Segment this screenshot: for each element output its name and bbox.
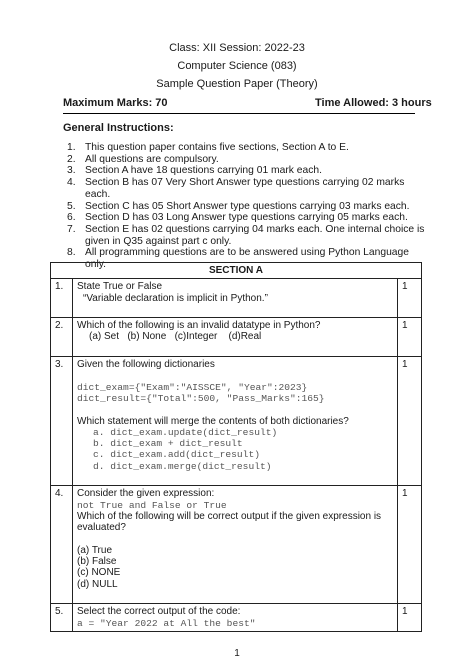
maximum-marks: Maximum Marks: 70 — [63, 97, 168, 109]
question-marks: 1 — [397, 318, 421, 357]
table-row — [51, 486, 422, 604]
instructions-list — [67, 142, 427, 271]
table-row — [51, 318, 422, 357]
class-session-line: Class: XII Session: 2022-23 — [169, 42, 305, 54]
instruction-item: 7. Section E has 02 questions carrying 04 marks each. One internal choice is given in Q35 against part c only. — [67, 223, 425, 247]
question-marks: 1 — [397, 486, 421, 604]
page-number: 1 — [234, 648, 240, 659]
instruction-item: 2. All questions are compulsory. — [67, 153, 219, 165]
question-number: 4. — [51, 486, 73, 604]
section-title: SECTION A — [51, 263, 422, 279]
paper-type-line: Sample Question Paper (Theory) — [156, 78, 318, 90]
section-header-row — [51, 263, 422, 279]
table-row — [51, 357, 422, 486]
instruction-item: 1. This question paper contains five sections, Section A to E. — [67, 142, 349, 153]
question-number: 2. — [51, 318, 73, 357]
time-allowed: Time Allowed: 3 hours — [315, 97, 432, 109]
question-number: 1. — [51, 279, 73, 318]
question-marks: 1 — [397, 604, 421, 632]
question-text: Which of the following is an invalid datatype in Python? (a) Set (b) None (c)Integer (d)Real — [73, 318, 398, 357]
table-row — [51, 604, 422, 632]
instructions-title: General Instructions: — [63, 122, 174, 134]
subject-line: Computer Science (083) — [177, 60, 297, 72]
question-text: Consider the given expression: not True and False or True Which of the following will be correct output if the given expression is evaluated? (a) True (b) False (c) NONE (d) NULL — [73, 486, 398, 604]
question-text: Given the following dictionaries dict_exam={"Exam":"AISSCE", "Year":2023} dict_result={"Total":500, "Pass_Marks":165} Which statement will merge the contents of both dictionaries? a. dict_exam.update(dict_result) b. dict_exam + dict_result c. dict_exam.add(dict_result) d. dict_exam.merge(dict_result) — [73, 357, 398, 486]
question-marks: 1 — [397, 357, 421, 486]
section-a-table — [50, 262, 422, 632]
question-text: Select the correct output of the code: a = "Year 2022 at All the best" — [73, 604, 398, 632]
instruction-item: 8. All programming questions are to be answered using Python Language only. — [67, 247, 409, 271]
question-marks: 1 — [397, 279, 421, 318]
table-row — [51, 279, 422, 318]
instruction-item: 3. Section A have 18 questions carrying 01 mark each. — [67, 165, 322, 177]
question-number: 3. — [51, 357, 73, 486]
header-divider — [63, 113, 415, 114]
question-number: 5. — [51, 604, 73, 632]
instruction-item: 6. Section D has 03 Long Answer type questions carrying 05 marks each. — [67, 212, 408, 224]
instruction-item: 5. Section C has 05 Short Answer type questions carrying 03 marks each. — [67, 200, 410, 212]
question-text: State True or False “Variable declaration is implicit in Python.” — [73, 279, 398, 318]
instruction-item: 4. Section B has 07 Very Short Answer type questions carrying 02 marks each. — [67, 177, 405, 200]
